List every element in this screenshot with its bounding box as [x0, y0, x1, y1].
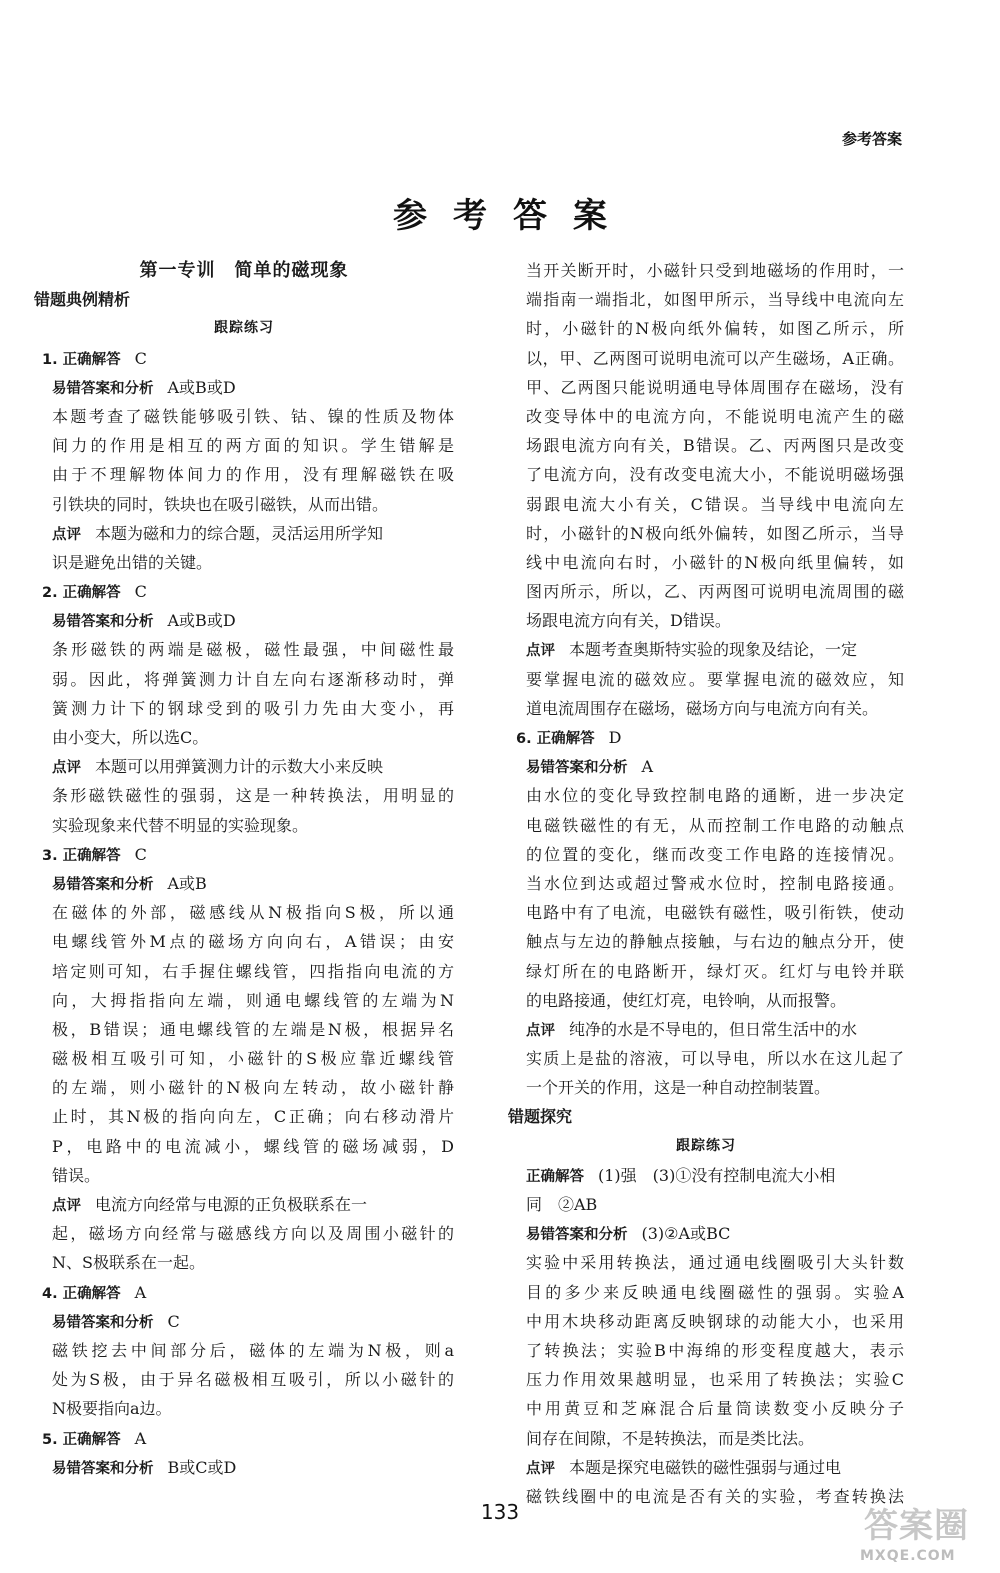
answer-item [34, 840, 454, 869]
body-text-line: 一个开关的作用，这是一种自动控制装置。 [526, 1078, 831, 1098]
body-text-line: 时，小磁针的N极向纸外偏转，如图乙所示，当导 [526, 523, 904, 543]
body-text-line: 电路中有了电流，电磁铁有磁性，吸引衔铁，使动 [526, 903, 904, 923]
body-text-line: 处为S极，由于异名磁极相互吸引，所以小磁针的 [52, 1370, 454, 1390]
item-label: 点评 [52, 526, 81, 543]
body-text-line: 图丙所示，所以，乙、丙两图可说明电流周围的磁 [526, 582, 904, 602]
body-text-line: 电螺线管外M点的磁场方向向右，A错误；由安 [52, 932, 454, 952]
item-value: A或B [167, 873, 207, 893]
body-text-line: 场跟电流方向有关，B错误。乙、丙两图只是改变 [526, 436, 904, 456]
item-value: C [134, 844, 147, 864]
body-text-line: 弱跟电流大小有关，C错误。当导线中电流向左 [526, 494, 904, 514]
body-text-line: 向，大拇指指向左端，则通电螺线管的左端为N [52, 990, 454, 1010]
answer-subitem [34, 519, 454, 548]
answer-subitem [34, 606, 454, 635]
page-number: 133 [480, 1500, 520, 1524]
body-text-line: 磁铁挖去中间部分后，磁体的左端为N极，则a [52, 1340, 454, 1360]
item-label: 点评 [52, 760, 81, 777]
item-label: 3. 正确解答 [42, 847, 121, 864]
body-text-line: 间力的作用是相互的两方面的知识。学生错解是 [52, 436, 454, 456]
answer-subitem [508, 1015, 904, 1044]
item-label: 易错答案和分析 [52, 614, 154, 631]
item-value: C [134, 582, 147, 602]
body-text-line: 绿灯所在的电路断开，绿灯灭。红灯与电铃并联 [526, 961, 904, 981]
body-text-line: 触点与左边的静触点接触，与右边的触点分开，使 [526, 932, 904, 952]
item-label: 点评 [52, 1198, 81, 1214]
body-text-line: 的左端，则小磁针的N极向左转动，故小磁针静 [52, 1078, 454, 1098]
answer-subitem [34, 1453, 454, 1482]
body-text-line: 当水位到达或超过警戒水位时，控制电路接通。 [526, 873, 904, 893]
body-text-line: 电磁铁磁性的有无，从而控制工作电路的动触点 [526, 815, 904, 835]
item-label: 点评 [526, 643, 555, 660]
item-label: 正确解答 [526, 1168, 584, 1185]
item-value: 本题可以用弹簧测力计的示数大小来反映 [95, 757, 384, 777]
section-title: 第一专训 简单的磁现象 [139, 260, 349, 281]
body-text-line: 间存在间隙，不是转换法，而是类比法。 [526, 1428, 815, 1448]
body-text-line: 错误。 [52, 1165, 101, 1185]
section-heading: 错题典例精析 [34, 290, 131, 310]
item-label: 易错答案和分析 [52, 876, 154, 893]
answer-subitem [508, 1219, 904, 1248]
item-value: C [134, 348, 147, 368]
item-value: A或B或D [167, 611, 236, 631]
body-text-line: 起，磁场方向经常与磁感线方向以及周围小磁针的 [52, 1224, 454, 1244]
right-column [508, 256, 904, 1511]
item-value: 本题是探究电磁铁的磁性强弱与通过电 [569, 1457, 842, 1477]
answer-subitem [508, 1453, 904, 1482]
item-value: B或C或D [167, 1457, 237, 1477]
body-text-line: 由小变大，所以选C。 [52, 728, 209, 747]
body-text-line: 识是避免出错的关键。 [52, 552, 213, 572]
body-text-line: 改变导体中的电流方向，不能说明电流产生的磁 [526, 406, 904, 426]
answer-subitem [34, 1307, 454, 1336]
body-text-line: 以，甲、乙两图可说明电流可以产生磁场，A正确。 [526, 348, 904, 368]
item-value: A [134, 1428, 147, 1448]
item-label: 1. 正确解答 [42, 351, 121, 368]
item-value: (3)②A或BC [641, 1224, 731, 1244]
body-text-line: 目的多少来反映通电线圈磁性的强弱。实验A [526, 1282, 904, 1302]
item-value: 纯净的水是不导电的，但日常生活中的水 [569, 1019, 858, 1039]
body-text-line: 条形磁铁磁性的强弱，这是一种转换法，用明显的 [52, 786, 454, 806]
item-label: 易错答案和分析 [52, 380, 154, 397]
watermark-text: 答案圈 [864, 1506, 969, 1546]
item-label: 5. 正确解答 [42, 1431, 121, 1448]
item-value: 本题考查奥斯特实验的现象及结论，一定 [569, 640, 858, 660]
answer-subitem [34, 1190, 454, 1219]
item-label: 易错答案和分析 [52, 1460, 154, 1477]
answer-item [34, 1424, 454, 1453]
item-label: 易错答案和分析 [526, 1227, 628, 1244]
body-text-line: N、S极联系在一起。 [52, 1253, 205, 1273]
item-label: 点评 [526, 1460, 555, 1477]
item-value: (1)强 (3)①没有控制电流大小相 [598, 1165, 836, 1185]
body-text-line: 要掌握电流的磁效应。要掌握电流的磁效应，知 [526, 669, 904, 689]
body-text-line: 中用木块移动距离反映钢球的动能大小，也采用 [526, 1311, 904, 1331]
answer-subitem [34, 752, 454, 781]
body-text-line: 线中电流向右时，小磁针的N极向纸里偏转，如 [526, 552, 904, 572]
watermark-url: MXQE.COM [860, 1548, 956, 1564]
body-text-line: 中用黄豆和芝麻混合后量筒读数变小反映分子 [526, 1399, 904, 1419]
answer-item [34, 1278, 454, 1307]
item-value: A [641, 757, 654, 777]
answer-subitem [34, 373, 454, 402]
section-heading: 错题探究 [508, 1107, 573, 1127]
item-label: 易错答案和分析 [52, 1314, 154, 1331]
body-text-line: 磁铁线圈中的电流是否有关的实验，考查转换法 [526, 1486, 904, 1506]
body-text-line: 时，小磁针的N极向纸外偏转，如图乙所示，所 [526, 319, 904, 339]
item-value: 本题为磁和力的综合题，灵活运用所学知 [95, 523, 384, 543]
body-text-line: 甲、乙两图只能说明通电导体周围存在磁场，没有 [526, 377, 904, 397]
watermark-logo [860, 1498, 980, 1568]
body-text-line: 在磁体的外部，磁感线从N极指向S极，所以通 [52, 903, 454, 923]
answer-subitem [508, 635, 904, 664]
body-text-line: 极，B错误；通电螺线管的左端是N极，根据异名 [52, 1019, 454, 1039]
body-text-line: 本题考查了磁铁能够吸引铁、钴、镍的性质及物体 [52, 406, 454, 426]
body-text-line: 压力作用效果越明显，也采用了转换法；实验C [526, 1370, 904, 1390]
body-text-line: 道电流周围存在磁场，磁场方向与电流方向有关。 [526, 698, 879, 718]
left-column [34, 256, 454, 1482]
answer-item [34, 577, 454, 606]
item-value: D [608, 728, 622, 747]
body-text-line: 的电路接通，使红灯亮，电铃响，从而报警。 [526, 990, 847, 1010]
body-text-line: 弱。因此，将弹簧测力计自左向右逐渐移动时，弹 [52, 669, 454, 689]
body-text-line: 当开关断开时，小磁针只受到地磁场的作用时，一 [526, 261, 904, 280]
answer-subitem [508, 1161, 904, 1190]
item-value: A [134, 1282, 147, 1302]
item-value: A或B或D [167, 377, 236, 397]
item-value: C [167, 1311, 180, 1331]
item-value: 电流方向经常与电源的正负极联系在一 [95, 1195, 368, 1214]
answer-item [508, 723, 904, 752]
body-text-line: 实质上是盐的溶液，可以导电，所以水在这儿起了 [526, 1049, 904, 1069]
subsection-heading: 跟踪练习 [214, 320, 274, 337]
body-text-line: 同 ②AB [526, 1195, 598, 1214]
item-label: 点评 [526, 1022, 555, 1039]
body-text-line: 场跟电流方向有关，D错误。 [526, 611, 731, 631]
body-text-line: 磁极相互吸引可知，小磁针的S极应靠近螺线管 [52, 1049, 454, 1069]
body-text-line: P，电路中的电流减小，螺线管的磁场减弱，D [52, 1136, 454, 1156]
item-label: 4. 正确解答 [42, 1285, 121, 1302]
item-label: 2. 正确解答 [42, 585, 121, 602]
running-header: 参考答案 [841, 130, 902, 148]
body-text-line: 实验现象来代替不明显的实验现象。 [52, 815, 309, 835]
body-text-line: 条形磁铁的两端是磁极，磁性最强，中间磁性最 [52, 640, 454, 660]
body-text-line: 了转换法；实验B中海绵的形变程度越大，表示 [526, 1340, 904, 1360]
body-text-line: 引铁块的同时，铁块也在吸引磁铁，从而出错。 [52, 494, 389, 514]
page-title: 参考答案 [393, 196, 633, 236]
answer-subitem [508, 752, 904, 781]
body-text-line: 簧测力计下的钢球受到的吸引力先由大变小，再 [52, 698, 454, 718]
body-text-line: 由于不理解物体间力的作用，没有理解磁铁在吸 [52, 465, 454, 485]
answer-item [34, 344, 454, 373]
body-text-line: 了电流方向，没有改变电流大小，不能说明磁场强 [526, 465, 904, 485]
body-text-line: 的位置的变化，继而改变工作电路的连接情况。 [526, 844, 904, 864]
body-text-line: 由水位的变化导致控制电路的通断，进一步决定 [526, 786, 904, 806]
body-text-line: 实验中采用转换法，通过通电线圈吸引大头针数 [526, 1253, 904, 1273]
subsection-heading: 跟踪练习 [676, 1137, 736, 1154]
body-text-line: 端指南一端指北，如图甲所示，当导线中电流向左 [526, 290, 904, 310]
item-label: 易错答案和分析 [526, 760, 628, 777]
body-text-line: 培定则可知，右手握住螺线管，四指指向电流的方 [52, 961, 454, 981]
answer-subitem [34, 869, 454, 898]
item-label: 6. 正确解答 [516, 731, 595, 747]
body-text-line: N极要指向a边。 [52, 1399, 172, 1419]
body-text-line: 止时，其N极的指向向左，C正确；向右移动滑片 [52, 1107, 454, 1127]
